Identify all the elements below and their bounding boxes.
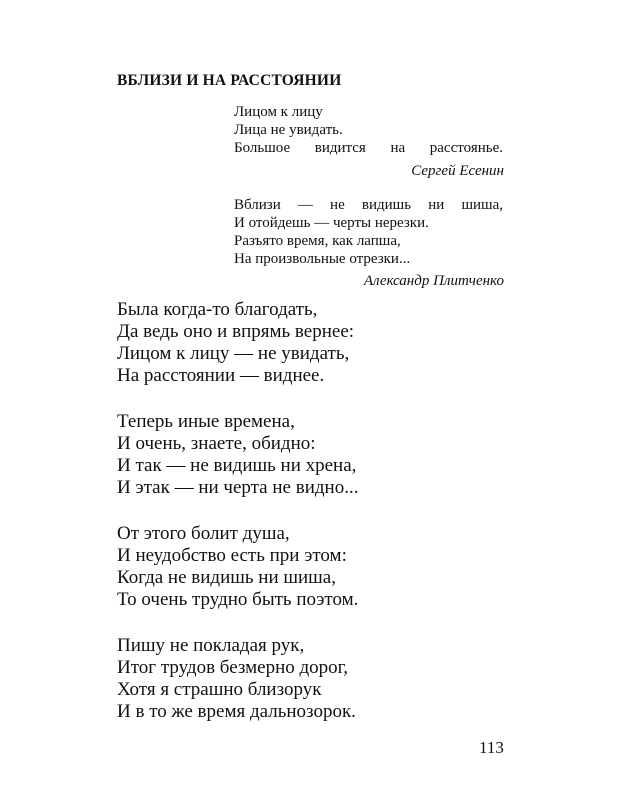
epigraph-author: Александр Плитченко bbox=[363, 273, 504, 289]
verse-line: И очень, знаете, обидно: bbox=[117, 433, 316, 454]
verse-line: И этак — ни черта не видно... bbox=[117, 477, 359, 498]
verse-line: Теперь иные времена, bbox=[117, 411, 295, 432]
epigraph-line: На произвольные отрезки... bbox=[234, 251, 411, 267]
verse-line: И в то же время дальнозорок. bbox=[117, 701, 356, 722]
page-number: 113 bbox=[479, 738, 504, 757]
epigraph-line: Лица не увидать. bbox=[234, 122, 343, 138]
verse-line: Была когда-то благодать, bbox=[117, 299, 318, 320]
verse-line: Когда не видишь ни шиша, bbox=[117, 567, 336, 588]
verse-line: Лицом к лицу — не увидать, bbox=[117, 343, 350, 364]
verse-line: Пишу не покладая рук, bbox=[117, 635, 305, 656]
epigraph-author: Сергей Есенин bbox=[411, 163, 504, 179]
epigraph-line: Разъято время, как лапша, bbox=[234, 233, 401, 249]
verse-line: Итог трудов безмерно дорог, bbox=[117, 657, 349, 678]
verse-line: Да ведь оно и впрямь вернее: bbox=[117, 321, 355, 342]
verse-line: И неудобство есть при этом: bbox=[117, 545, 347, 566]
verse-line: Хотя я страшно близорук bbox=[117, 679, 322, 700]
epigraph-line: И отойдешь — черты нерезки. bbox=[234, 215, 429, 231]
verse-line: На расстоянии — виднее. bbox=[117, 365, 325, 386]
verse-line: От этого болит душа, bbox=[117, 523, 290, 544]
poem-title: ВБЛИЗИ И НА РАССТОЯНИИ bbox=[117, 72, 342, 89]
verse-line: И так — не видишь ни хрена, bbox=[117, 455, 357, 476]
verse-line: То очень трудно быть поэтом. bbox=[117, 589, 359, 610]
epigraph-line: Вблизи — не видишь ни шиша, bbox=[234, 197, 503, 213]
epigraph-line: Большое видится на расстоянье. bbox=[234, 140, 503, 156]
epigraph-line: Лицом к лицу bbox=[234, 104, 323, 120]
